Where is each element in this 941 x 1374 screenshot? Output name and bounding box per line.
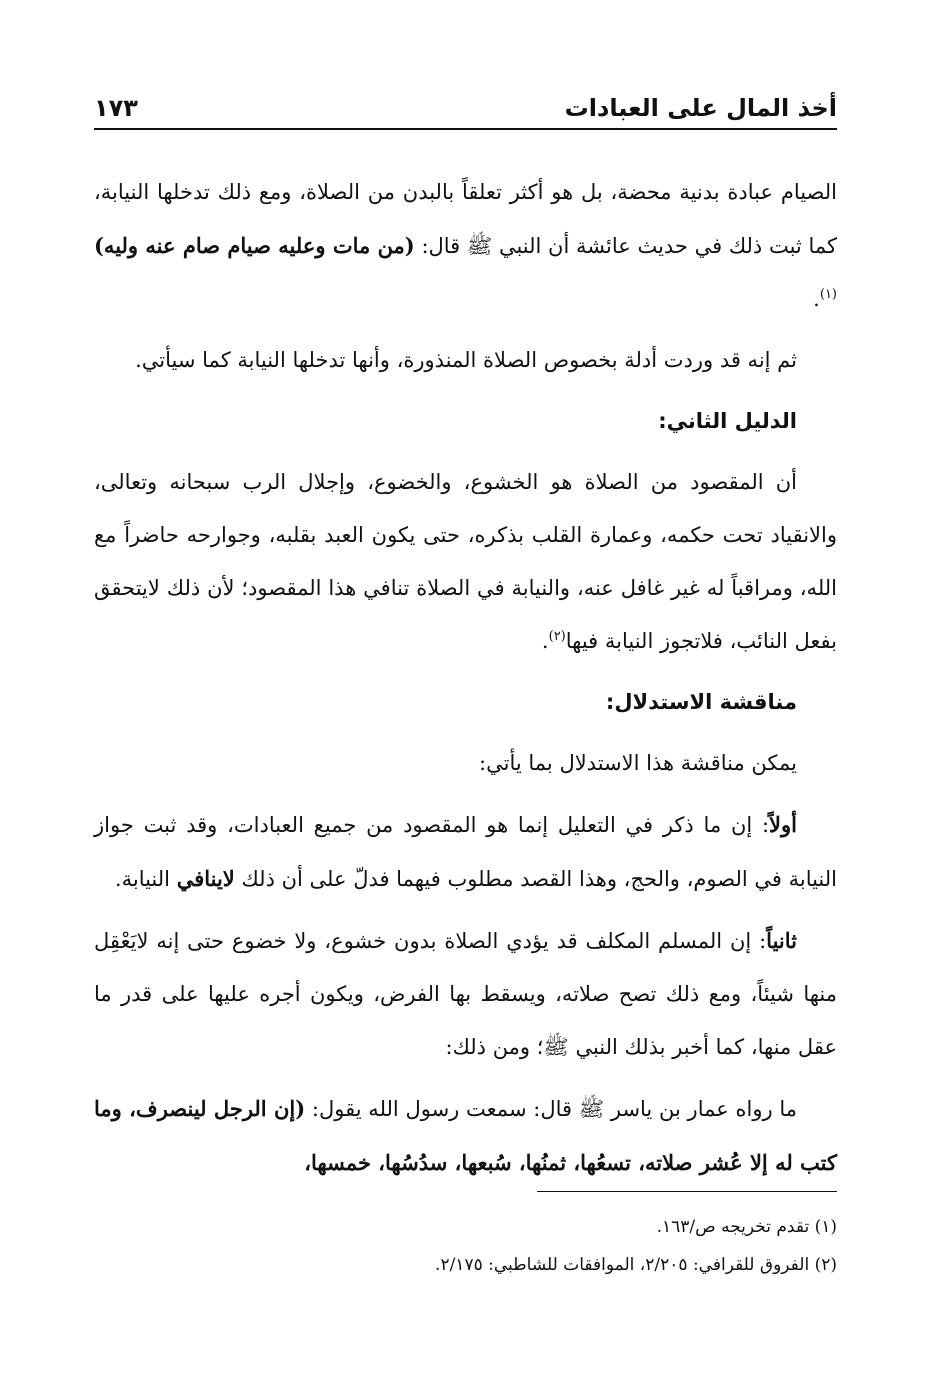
paragraph-1: [94, 166, 837, 326]
p5-text: : إن ما ذكر في التعليل إنما هو المقصود من جميع العبادات، وقد ثبت جواز النيابة في الصوم، والحج، وهذا القصد مطلوب فيهما فدلّ على أن ذلك: [94, 813, 837, 891]
footnotes: [94, 1208, 837, 1284]
p7-text: ما رواه عمار بن ياسر ﷺ قال: سمعت رسول الله يقول:: [305, 1097, 797, 1121]
p1-text: الصيام عبادة بدنية محضة، بل هو أكثر تعلقاً بالبدن من الصلاة، ومع ذلك تدخلها النيابة، كما ثبت ذلك في حديث عائشة أن النبي ﷺ قال:: [94, 180, 837, 258]
header-divider: [94, 128, 837, 130]
paragraph-5: [94, 798, 837, 906]
footnote-1: (١) تقدم تخريجه ص/١٦٣.: [656, 1217, 837, 1237]
p1-end: .: [813, 287, 820, 311]
paragraph-3: [94, 456, 837, 668]
paragraph-6: [94, 914, 837, 1074]
main-text: [94, 166, 837, 1198]
running-title: أخذ المال على العبادات: [564, 94, 837, 122]
p5-end: النيابة.: [114, 867, 177, 891]
page-header: [94, 92, 837, 128]
footnote-2: (٢) الفروق للقرافي: ٢/٢٠٥، الموافقات للشاطبي: ٢/١٧٥.: [435, 1255, 837, 1275]
footnote-ref-1[interactable]: (١): [819, 287, 837, 302]
footnote-ref-2[interactable]: (٢): [548, 629, 566, 644]
paragraph-4: يمكن مناقشة هذا الاستدلال بما يأتي:: [479, 751, 797, 775]
section-heading-second-evidence: الدليل الثاني:: [658, 409, 797, 433]
p6-text: : إن المسلم المكلف قد يؤدي الصلاة بدون خشوع، ولا خضوع حتى إنه لايَعْقِل منها شيئاً، ومع ذلك تصح صلاته، ويسقط بها الفرض، ويكون أجره عليها على قدر ما عقل منها، كما أخبر بذلك النبي ﷺ؛ ومن ذلك:: [94, 929, 837, 1059]
section-heading-discussion: مناقشة الاستدلال:: [605, 690, 797, 714]
footnote-divider: [537, 1191, 837, 1192]
hadith-quote-1: (من مات وعليه صيام صام عنه وليه): [94, 233, 415, 258]
hadith-quote-2: (إن الرجل لينصرف، وما كتب له إلا عُشر صلاته، تسعُها، ثمنُها، سُبعها، سدُسُها، خمسها،: [94, 1096, 837, 1175]
page-number: ١٧٣: [94, 94, 138, 122]
p3-end: .: [541, 629, 549, 653]
paragraph-7: [94, 1082, 837, 1190]
p3-text: أن المقصود من الصلاة هو الخشوع، والخضوع، وإجلال الرب سبحانه وتعالى، والانقياد تحت حكمه، وعمارة القلب بذكره، حتى يكون العبد بقلبه، وجوارحه حاضراً مع الله، ومراقباً له غير غافل عنه، والنيابة في الصلاة تنافي هذا المقصود؛ لأن ذلك لايتحقق بفعل النائب، فلاتجوز النيابة فيها: [94, 470, 837, 653]
point-label-second: ثانياً: [766, 928, 797, 953]
point-label-first: أولاً: [769, 812, 797, 837]
p5-bold-word: لاينافي: [176, 866, 235, 891]
paragraph-2: ثم إنه قد وردت أدلة بخصوص الصلاة المنذورة، وأنها تدخلها النيابة كما سيأتي.: [135, 348, 797, 372]
